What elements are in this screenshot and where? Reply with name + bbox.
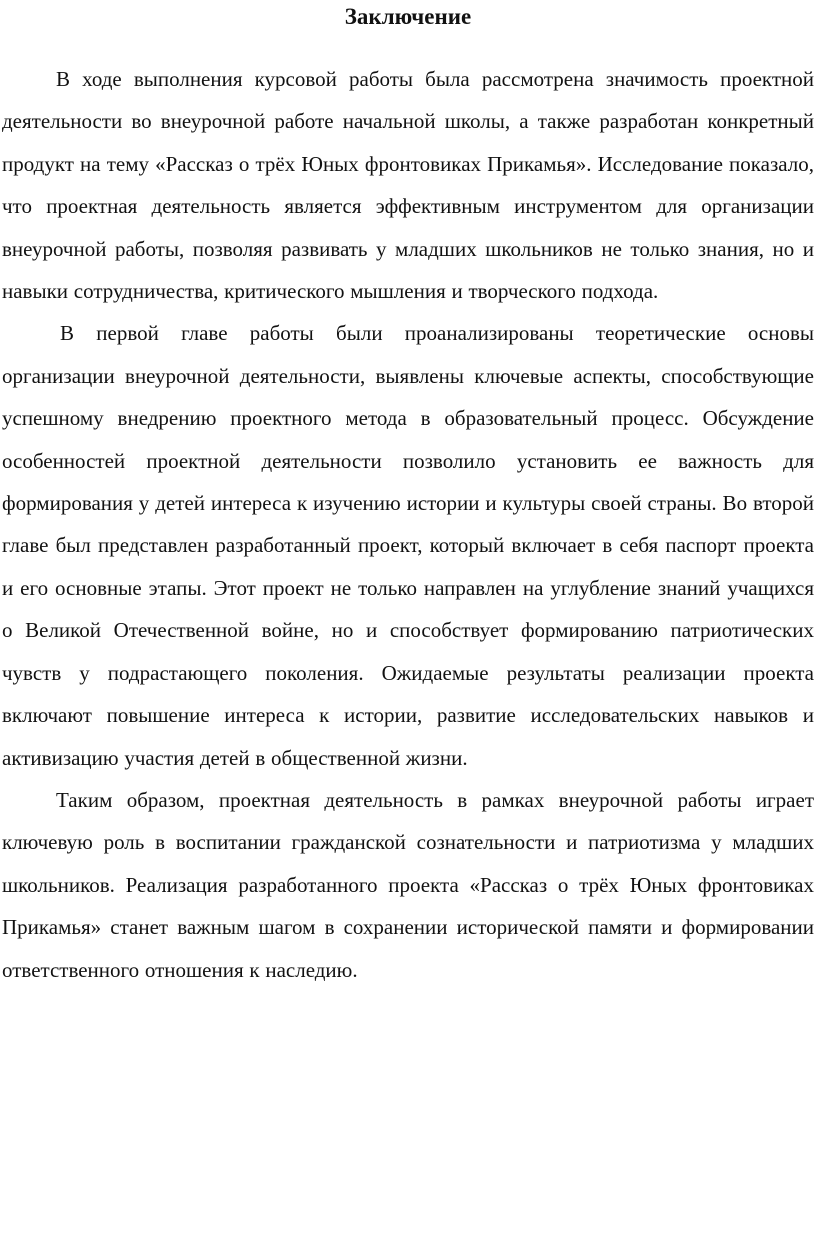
- page-title: Заключение: [344, 4, 472, 29]
- paragraph-1: В ходе выполнения курсовой работы была рассмотрена значимость проектной деятельности во внеурочной работе начальной школы, а также разработан конкретный продукт на тему «Рассказ о трёх Юных фронтовиках Прикамья». Исследование показало, что проектная деятельность является эффективным инструментом для организации внеурочной работы, позволяя развивать у младших школьников не только знания, но и навыки сотрудничества, критического мышления и творческого подхода.: [2, 67, 814, 304]
- document-body: [2, 58, 814, 991]
- paragraph-3: Таким образом, проектная деятельность в рамках внеурочной работы играет ключевую роль в воспитании гражданской сознательности и патриотизма у младших школьников. Реализация разработанного проекта «Рассказ о трёх Юных фронтовиках Прикамья» станет важным шагом в сохранении исторической памяти и формировании ответственного отношения к наследию.: [2, 787, 814, 982]
- paragraph-2: В первой главе работы были проанализированы теоретические основы организации внеурочной деятельности, выявлены ключевые аспекты, способствующие успешному внедрению проектного метода в образовательный процесс. Обсуждение особенностей проектной деятельности позволило установить ее важность для формирования у детей интереса к изучению истории и культуры своей страны. Во второй главе был представлен разработанный проект, который включает в себя паспорт проекта и его основные этапы. Этот проект не только направлен на углубление знаний учащихся о Великой Отечественной войне, но и способствует формированию патриотических чувств у подрастающего поколения. Ожидаемые результаты реализации проекта включают повышение интереса к истории, развитие исследовательских навыков и активизацию участия детей в общественной жизни.: [2, 321, 814, 770]
